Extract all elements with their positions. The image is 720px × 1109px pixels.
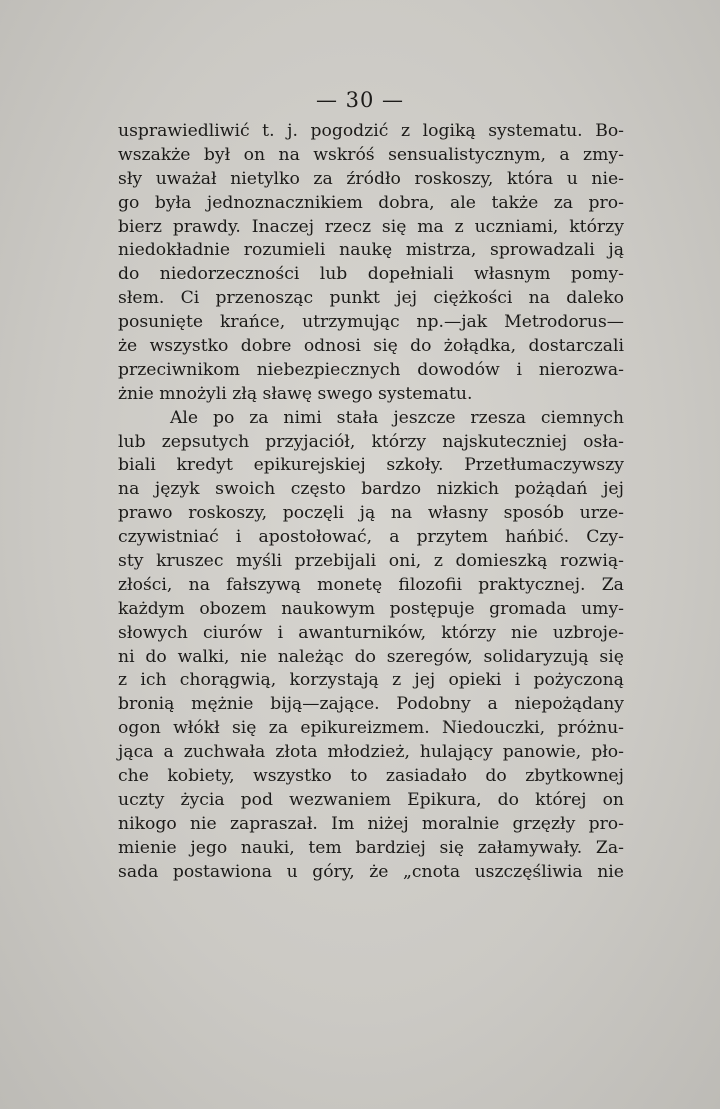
- text-line: bronią mężnie biją—zające. Podobny a niepożądany: [118, 694, 624, 715]
- text-line: uczty życia pod wezwaniem Epikura, do której on: [118, 789, 624, 810]
- text-line: z ich chorągwią, korzystają z jej opieki i pożyczoną: [118, 670, 624, 691]
- text-line: ni do walki, nie należąc do szeregów, solidaryzują się: [118, 646, 624, 667]
- text-line: ogon włókł się za epikureizmem. Niedouczki, próżnu-: [118, 718, 624, 739]
- text-line: słem. Ci przenosząc punkt jej ciężkości na daleko: [118, 288, 624, 309]
- text-line: sty kruszec myśli przebijali oni, z domieszką rozwią-: [118, 551, 624, 572]
- text-line: mienie jego nauki, tem bardziej się załamywały. Za-: [118, 837, 624, 858]
- text-line: na język swoich często bardzo nizkich pożądań jej: [118, 479, 624, 500]
- text-line: go była jednoznacznikiem dobra, ale także za pro-: [118, 192, 624, 213]
- page-number: — 30 —: [315, 88, 405, 112]
- text-line: biali kredyt epikurejskiej szkoły. Przetłumaczywszy: [118, 455, 624, 476]
- text-line: każdym obozem naukowym postępuje gromada umy-: [118, 598, 624, 619]
- text-line: wszakże był on na wskróś sensualistycznym, a zmy-: [118, 144, 624, 165]
- text-line: Ale po za nimi stała jeszcze rzesza ciemnych: [170, 407, 624, 428]
- text-line: jąca a zuchwała złota młodzież, hulający panowie, pło-: [118, 742, 624, 763]
- text-line: bierz prawdy. Inaczej rzecz się ma z uczniami, którzy: [118, 216, 624, 237]
- text-line: żnie mnożyli złą sławę swego systematu.: [118, 383, 473, 404]
- paragraph-1: [118, 120, 624, 407]
- text-line: posunięte krańce, utrzymując np.—jak Metrodorus—: [118, 312, 624, 333]
- text-line: sada postawiona u góry, że „cnota uszczęśliwia nie: [118, 861, 624, 882]
- body-text: [118, 120, 624, 885]
- text-line: złości, na fałszywą monetę filozofii praktycznej. Za: [118, 574, 624, 595]
- text-line: do niedorzeczności lub dopełniali własnym pomy-: [118, 264, 624, 285]
- text-line: prawo roskoszy, poczęli ją na własny sposób urze-: [118, 503, 624, 524]
- text-line: nikogo nie zapraszał. Im niżej moralnie grzęzły pro-: [118, 813, 624, 834]
- text-line: usprawiedliwić t. j. pogodzić z logiką systematu. Bo-: [118, 121, 624, 141]
- paragraph-2: [118, 407, 624, 885]
- text-line: że wszystko dobre odnosi się do żołądka, dostarczali: [118, 336, 624, 357]
- text-line: słowych ciurów i awanturników, którzy nie uzbroje-: [118, 622, 624, 643]
- text-line: lub zepsutych przyjaciół, którzy najskuteczniej osła-: [118, 431, 624, 452]
- text-line: che kobiety, wszystko to zasiadało do zbytkownej: [118, 766, 624, 787]
- text-line: sły uważał nietylko za źródło roskoszy, która u nie-: [118, 168, 624, 189]
- text-line: niedokładnie rozumieli naukę mistrza, sprowadzali ją: [118, 240, 624, 261]
- text-line: przeciwnikom niebezpiecznych dowodów i nierozwa-: [118, 359, 624, 380]
- text-line: czywistniać i apostołować, a przytem hańbić. Czy-: [118, 527, 624, 548]
